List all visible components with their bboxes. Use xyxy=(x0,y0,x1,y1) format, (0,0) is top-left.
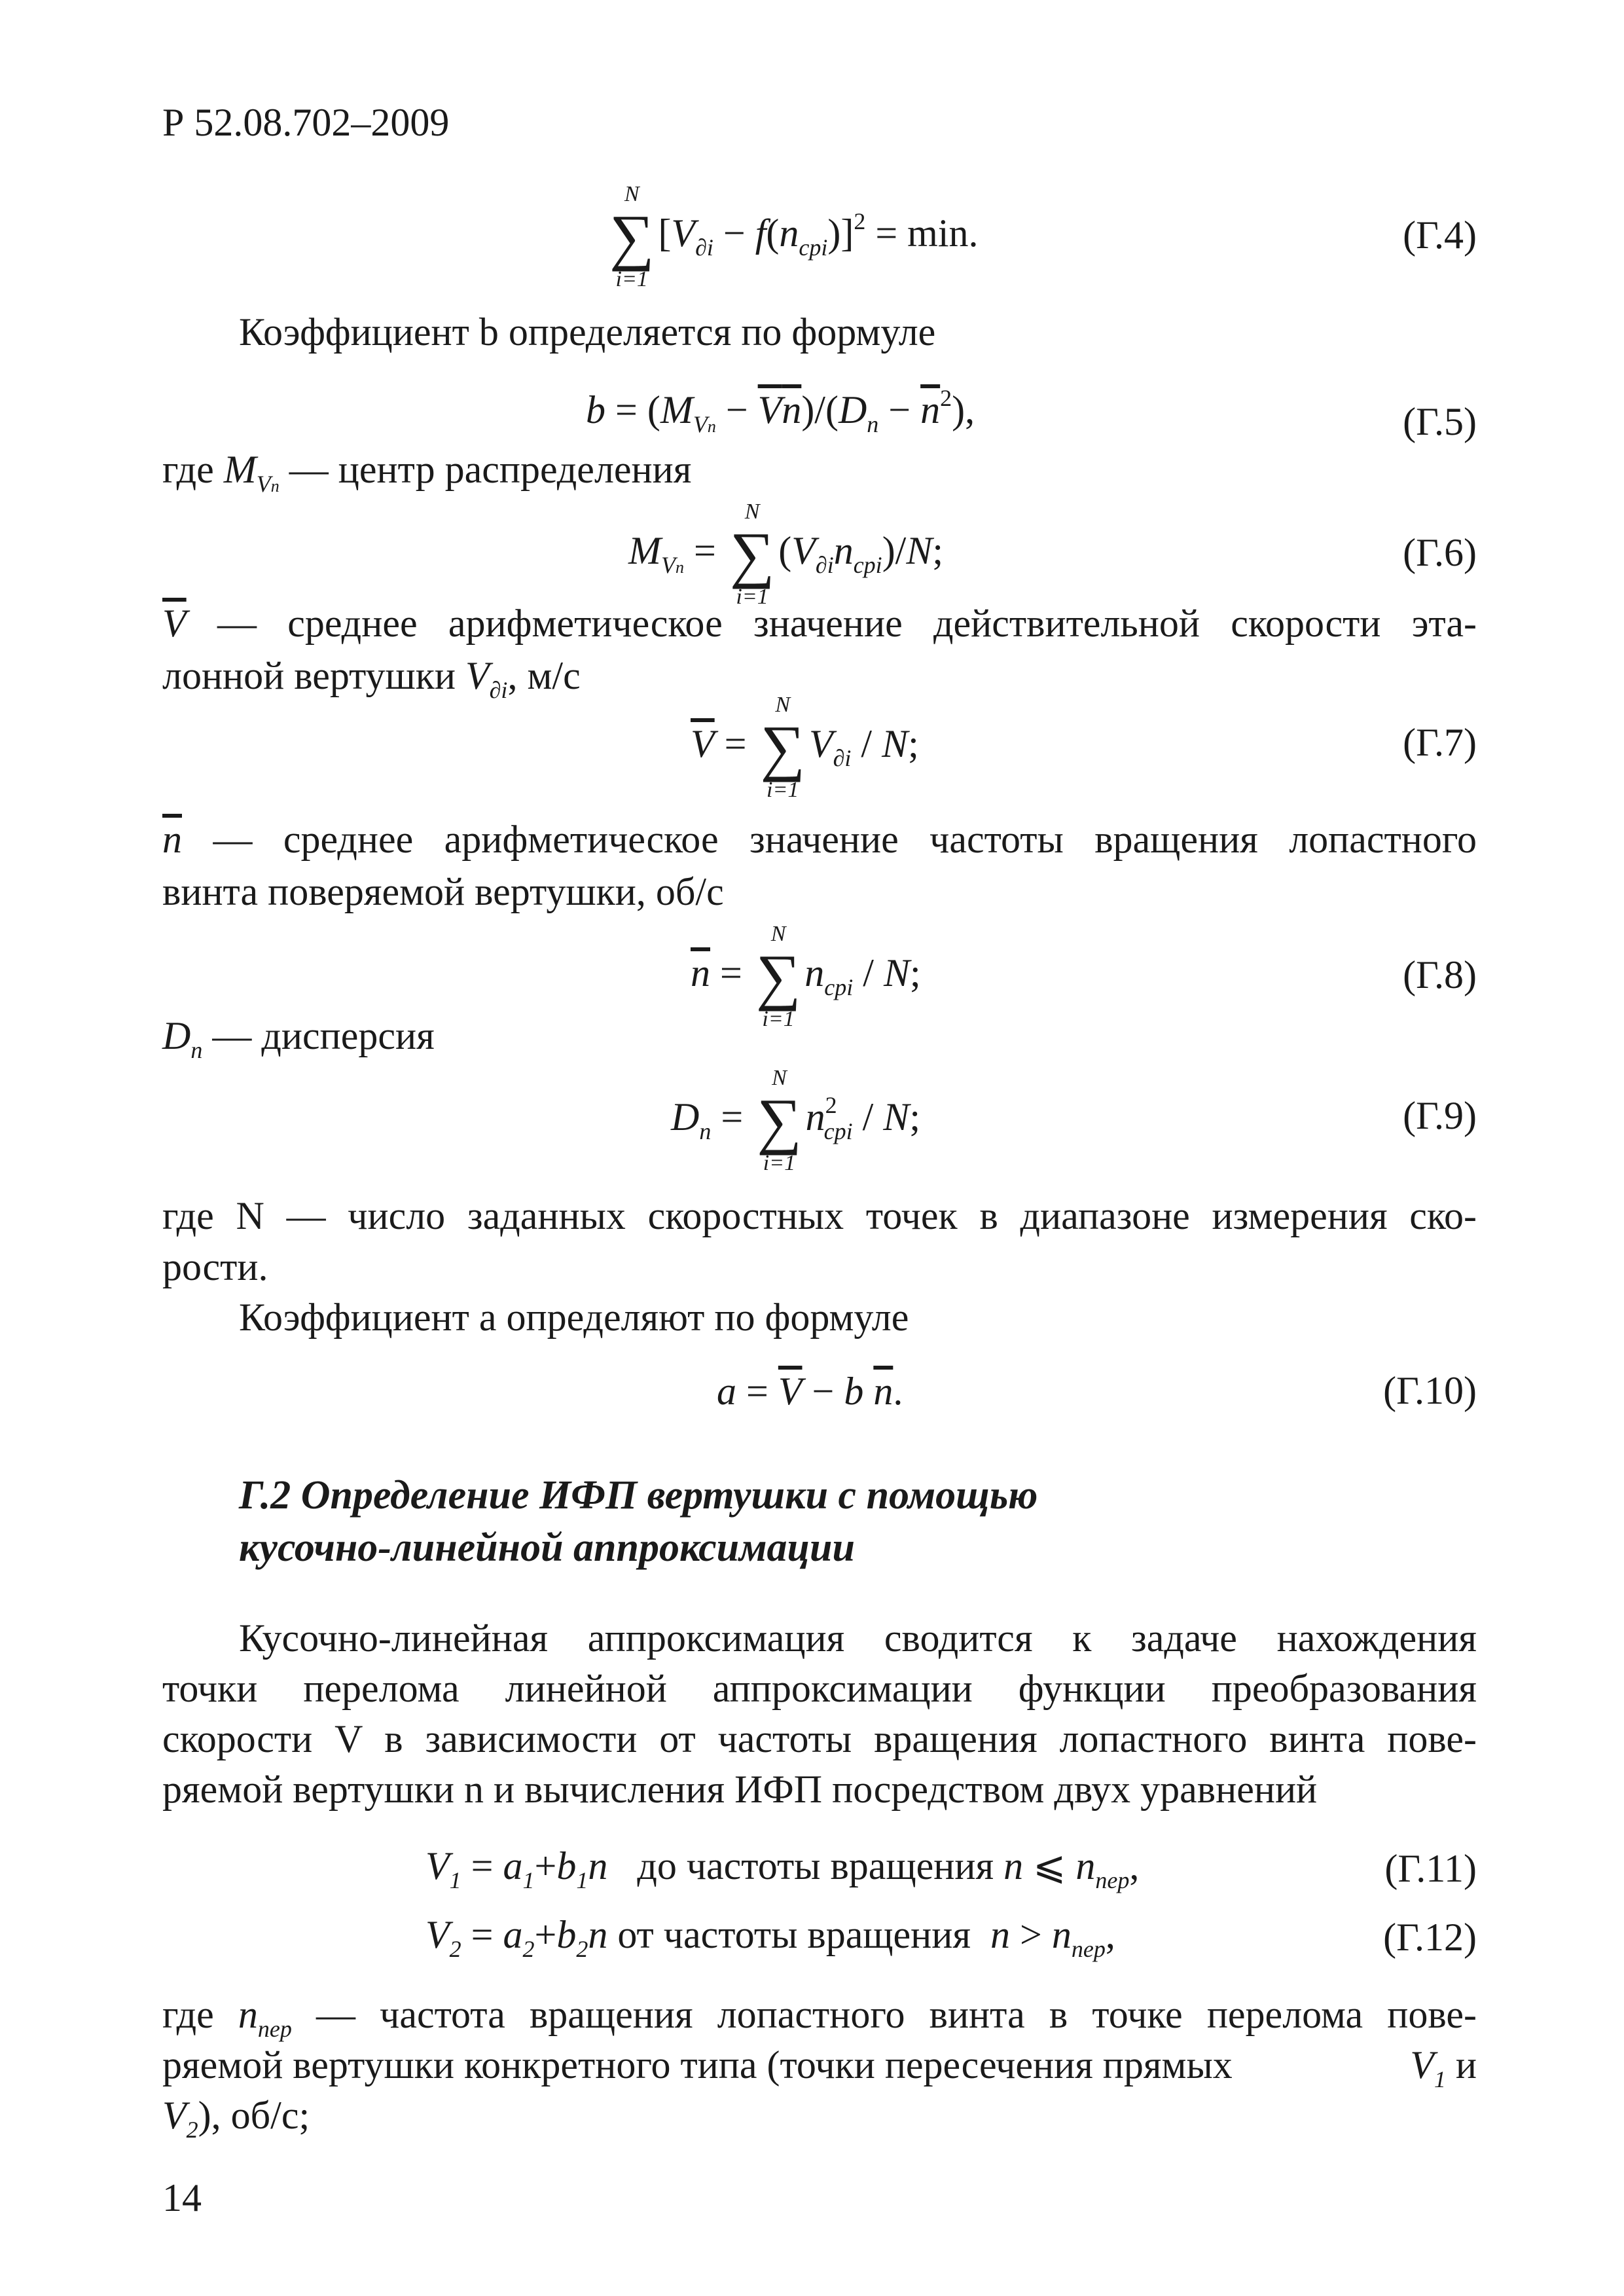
paragraph-3-text: — частота вращения лопастного винта в точке перелома пове- xyxy=(316,1993,1477,2036)
section-heading-line1: Г.2 Определение ИФП вертушки с помощью xyxy=(239,1473,1038,1518)
page-number: 14 xyxy=(162,2176,202,2219)
equation-number-g9: (Г.9) xyxy=(1403,1094,1477,1137)
sum-symbol: N ∑ i=1 xyxy=(609,182,655,291)
equation-g11: $V_1 = a_1+b_1n$ до частоты вращения n ⩽ $n_{пер}$, xyxy=(425,1844,1140,1893)
equation-number-g8: (Г.8) xyxy=(1403,953,1477,996)
equation-number-g4: (Г.4) xyxy=(1403,213,1477,257)
equation-g4: N ∑ i=1 $[V_{\partial i} - f(n_{cpi})]^2 = \min$. xyxy=(609,182,979,291)
equation-number-g11: (Г.11) xyxy=(1384,1847,1477,1890)
equation-g12-text: от частоты вращения xyxy=(617,1913,971,1956)
unit-text: , м/с xyxy=(507,654,581,697)
equation-g9: $D_n$ = N ∑ i=1 $n^2_{cpi}$ / N; xyxy=(671,1066,920,1175)
equation-number-g5: (Г.5) xyxy=(1403,400,1477,443)
paragraph-2-line3: скорости V в зависимости от частоты вращения лопастного винта пове- xyxy=(162,1717,1477,1760)
equation-g8: $\overline{n}$ = N ∑ i=1 $n_{cpi}$ / N; xyxy=(691,922,921,1031)
definition-n-bar-text: — среднее арифметическое значение частоты вращения лопастного xyxy=(213,818,1477,861)
equation-number-g12: (Г.12) xyxy=(1383,1916,1477,1959)
definition-dn: $D_n$ — дисперсия xyxy=(162,1014,435,1063)
paragraph-2-line1: Кусочно-линейная аппроксимация сводится к задаче нахождения xyxy=(239,1616,1477,1660)
definition-n-count-line2: рости. xyxy=(162,1245,268,1288)
document-code: Р 52.08.702–2009 xyxy=(162,101,450,144)
equation-g6: $M_{Vn}$ = N ∑ i=1 $(V_{\partial i}n_{cpi})/N$; xyxy=(628,500,944,609)
definition-v-bar-line1: $\overline{V}$ — среднее арифметическое значение действительной скорости эта- xyxy=(162,602,1477,645)
paragraph-2-line2: точки перелома линейной аппроксимации функции преобразования xyxy=(162,1667,1477,1710)
paragraph-2-line4: ряемой вертушки n и вычисления ИФП посредством двух уравнений xyxy=(162,1768,1318,1811)
equation-g12: $V_2 = a_2+b_2n$ от частоты вращения $n > n_{пер}$, xyxy=(425,1913,1115,1962)
equation-g7: $\overline{V}$ = N ∑ i=1 $V_{\partial i}$ / N; xyxy=(691,693,919,802)
definition-dn-text: — дисперсия xyxy=(212,1014,435,1057)
equation-g10: $a = \overline{V} - b$ $\overline{n}$. xyxy=(717,1370,903,1413)
definition-n-bar-line2: винта поверяемой вертушки, об/с xyxy=(162,870,724,913)
section-heading-line2: кусочно-линейной аппроксимации xyxy=(239,1525,855,1570)
sum-symbol: N ∑ i=1 xyxy=(760,693,805,802)
definition-v-bar-text2: лонной вертушки xyxy=(162,654,456,697)
paragraph-coefficient-a: Коэффициент a определяют по формуле xyxy=(239,1296,909,1339)
paragraph-3-line1: где $n_{пер}$ — частота вращения лопастного винта в точке перелома пове- xyxy=(162,1993,1477,2042)
sum-symbol: N ∑ i=1 xyxy=(757,1066,802,1175)
paragraph-coefficient-b: Коэффициент b определяется по формуле xyxy=(239,310,936,354)
paragraph-3-line2-text: ряемой вертушки конкретного типа (точки пересечения прямых xyxy=(162,2043,1233,2086)
definition-n-bar-line1: $\overline{n}$ — среднее арифметическое значение частоты вращения лопастного xyxy=(162,818,1477,861)
sum-symbol: N ∑ i=1 xyxy=(755,922,801,1031)
equation-number-g6: (Г.6) xyxy=(1403,531,1477,574)
equation-g5: $b = (M_{Vn} - \overline{V}\overline{n})/(D_n - \overline{n}^2)$, xyxy=(586,385,975,437)
definition-n-count-line1: где N — число заданных скоростных точек в диапазоне измерения ско- xyxy=(162,1194,1477,1237)
definition-m-vn-text: — центр распределения xyxy=(289,448,692,491)
equation-number-g10: (Г.10) xyxy=(1383,1369,1477,1412)
paragraph-3-line3: $V_2$), об/с; xyxy=(162,2094,310,2143)
definition-v-bar-text: — среднее арифметическое значение действительной скорости эта- xyxy=(217,602,1477,645)
paragraph-3-line2: ряемой вертушки конкретного типа (точки пересечения прямых $V_1$ и xyxy=(162,2041,1477,2104)
equation-number-g7: (Г.7) xyxy=(1403,721,1477,764)
equation-g11-text: до частоты вращения xyxy=(637,1844,994,1887)
sum-symbol: N ∑ i=1 xyxy=(729,500,775,609)
definition-v-bar-line2: лонной вертушки $V_{\partial i}$, м/с xyxy=(162,654,581,703)
paragraph-3-line3-text: ), об/с; xyxy=(198,2094,310,2137)
definition-m-vn: где $M_{Vn}$ — центр распределения xyxy=(162,448,692,497)
